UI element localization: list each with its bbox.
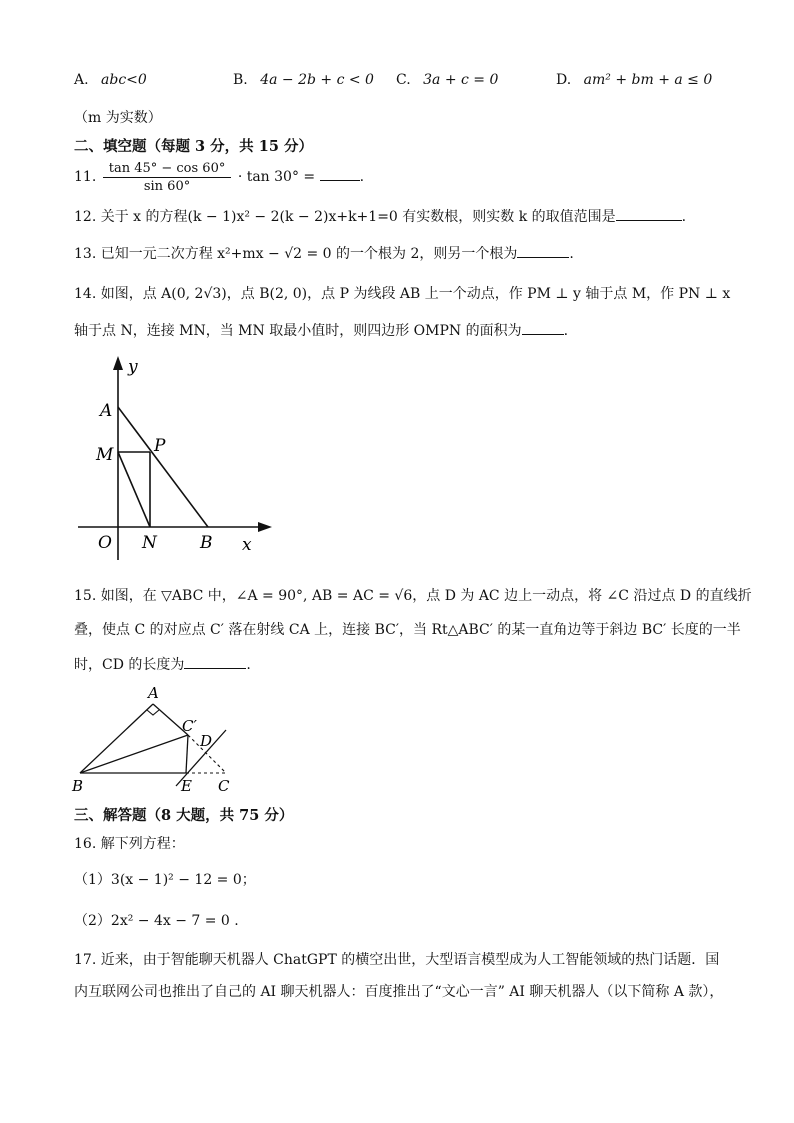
option-d-expr: am² + bm + a ≤ 0 xyxy=(583,72,713,88)
q14-end: . xyxy=(563,323,569,339)
option-b xyxy=(233,72,374,88)
label-b: B xyxy=(200,533,213,553)
label-d: D xyxy=(200,732,213,750)
q13-answer-blank[interactable] xyxy=(517,243,569,258)
label-p: P xyxy=(154,436,166,456)
q11-denominator: sin 60° xyxy=(143,178,191,194)
right-angle-marker xyxy=(147,710,159,715)
q12-end: . xyxy=(681,209,687,225)
option-c-expr: 3a + c = 0 xyxy=(423,72,499,88)
q11-number: 11. xyxy=(74,169,97,185)
label-y: y xyxy=(128,357,138,377)
question-17-line-2: 内互联网公司也推出了自己的 AI 聊天机器人：百度推出了“文心一言” AI 聊天机器人（以下简称 A 款）， xyxy=(74,984,724,1000)
option-note: （m 为实数） xyxy=(74,110,162,126)
label-x: x xyxy=(242,535,252,555)
question-15-line-3 xyxy=(74,654,251,675)
option-c-label: C. xyxy=(396,72,411,88)
label-m: M xyxy=(96,445,114,465)
label-b: B xyxy=(72,777,84,795)
x-axis xyxy=(78,522,272,532)
question-16: 16. 解下列方程： xyxy=(74,836,185,852)
q15-answer-blank[interactable] xyxy=(184,654,246,669)
q13-text: 13. 已知一元二次方程 x²+mx − √2 = 0 的一个根为 2，则另一个根为 xyxy=(74,246,518,262)
label-o: O xyxy=(98,533,112,553)
question-16-part-2: （2）2x² − 4x − 7 = 0 . xyxy=(74,913,239,929)
q11-numerator: tan 45° − cos 60° xyxy=(103,161,232,178)
q12-answer-blank[interactable] xyxy=(616,206,682,221)
question-15-line-2: 叠，使点 C 的对应点 C′ 落在射线 CA 上，连接 BC′，当 Rt△ABC′ 的某一直角边等于斜边 BC′ 长度的一半 xyxy=(74,622,741,638)
option-a-expr: abc<0 xyxy=(101,72,147,88)
section-2-title: 二、填空题（每题 3 分，共 15 分） xyxy=(74,138,313,155)
q12-text: 12. 关于 x 的方程(k − 1)x² − 2(k − 2)x+k+1=0 有实数根，则实数 k 的取值范围是 xyxy=(74,209,616,225)
segment-mn xyxy=(118,452,150,527)
question-15-line-1: 15. 如图，在 ▽ABC 中，∠A = 90°, AB = AC = √6，点 D 为 AC 边上一动点，将 ∠C 沿过点 D 的直线折 xyxy=(74,588,752,604)
question-17-line-1: 17. 近来，由于智能聊天机器人 ChatGPT 的横空出世，大型语言模型成为人工智能领域的热门话题．国 xyxy=(74,952,720,968)
label-c-prime: C′ xyxy=(182,717,197,735)
label-e: E xyxy=(181,777,192,795)
figure-14 xyxy=(70,350,290,562)
option-d xyxy=(556,72,712,88)
q14-line2-text: 轴于点 N，连接 MN，当 MN 取最小值时，则四边形 OMPN 的面积为 xyxy=(74,323,522,339)
question-14-line-1: 14. 如图，点 A(0, 2√3)，点 B(2, 0)，点 P 为线段 AB 上一个动点，作 PM ⊥ y 轴于点 M，作 PN ⊥ x xyxy=(74,286,731,302)
q15-line3-text: 时，CD 的长度为 xyxy=(74,657,185,673)
x-axis-arrow-icon xyxy=(258,522,272,532)
option-a-label: A. xyxy=(74,72,89,88)
segment-bc1 xyxy=(80,735,188,773)
q14-answer-blank[interactable] xyxy=(522,320,564,335)
figure-15 xyxy=(68,684,248,796)
segment-c1e xyxy=(186,735,188,773)
y-axis xyxy=(113,356,123,560)
q11-end: . xyxy=(359,169,365,185)
q11-tail: · tan 30° = xyxy=(237,169,316,185)
option-c xyxy=(396,72,498,88)
segment-ab xyxy=(118,407,208,527)
label-a: A xyxy=(148,684,159,702)
question-16-part-1: （1）3(x − 1)² − 12 = 0； xyxy=(74,872,256,888)
q13-end: . xyxy=(569,246,574,262)
option-d-label: D. xyxy=(556,72,572,88)
label-c: C xyxy=(218,777,230,795)
q11-fraction xyxy=(103,161,232,194)
y-axis-arrow-icon xyxy=(113,356,123,370)
q11-answer-blank[interactable] xyxy=(320,166,360,181)
segment-ab xyxy=(80,704,153,773)
question-14-line-2 xyxy=(74,320,568,341)
option-b-expr: 4a − 2b + c < 0 xyxy=(260,72,374,88)
question-11 xyxy=(74,160,364,194)
question-12 xyxy=(74,206,686,227)
option-a xyxy=(74,72,147,88)
section-3-title: 三、解答题（8 大题，共 75 分） xyxy=(74,807,294,824)
option-b-label: B. xyxy=(233,72,248,88)
label-a: A xyxy=(100,401,113,421)
question-13 xyxy=(74,243,574,264)
q15-end: . xyxy=(246,657,251,673)
label-n: N xyxy=(142,533,157,553)
